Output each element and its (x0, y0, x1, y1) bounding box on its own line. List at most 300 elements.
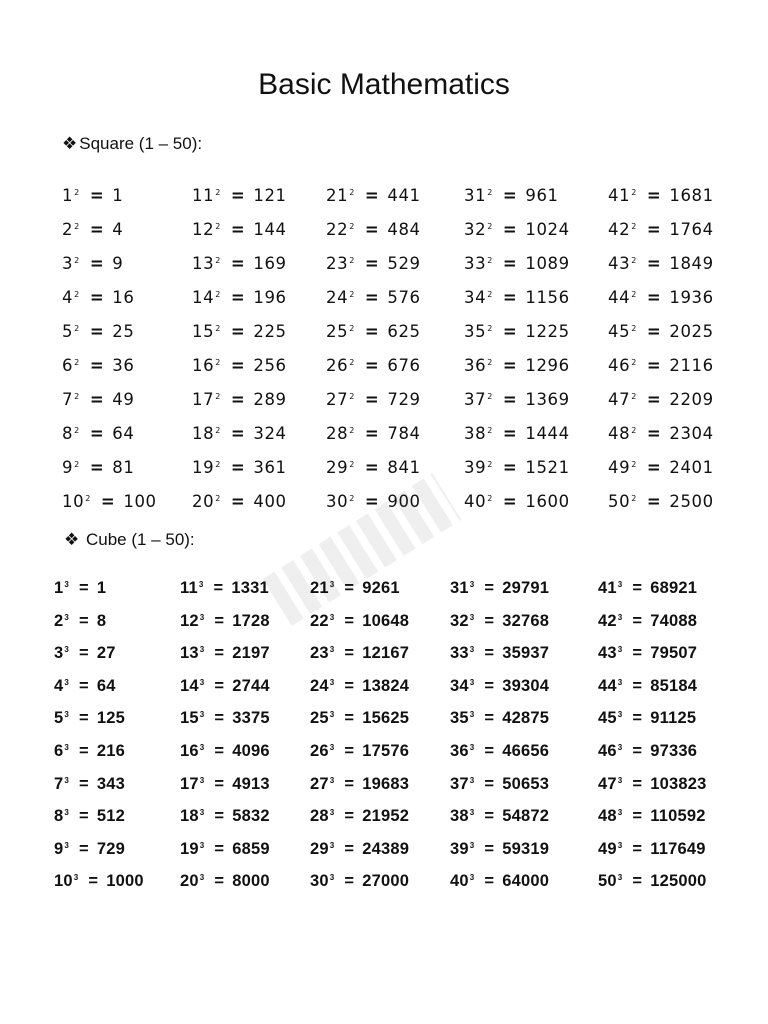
base-number: 49 (598, 839, 617, 858)
equals-sign: = (364, 186, 380, 205)
exponent: 2 (631, 494, 637, 503)
result-value: 121 (253, 186, 287, 205)
equals-sign: = (344, 839, 355, 858)
square_section-entry (464, 492, 570, 512)
base-number: 36 (450, 742, 469, 760)
result-value: 625 (387, 322, 421, 341)
result-value: 24389 (362, 839, 410, 858)
equals-sign: = (484, 579, 495, 597)
base-number: 8 (62, 424, 74, 443)
cube-section-heading (64, 530, 195, 550)
base-number: 37 (450, 774, 469, 793)
base-number: 24 (326, 288, 349, 307)
square_section-entry (326, 356, 421, 376)
exponent: 2 (74, 358, 80, 367)
square_section-entry (62, 390, 134, 410)
base-number: 32 (450, 611, 469, 630)
square_section-entry (62, 322, 134, 342)
base-number: 32 (464, 220, 487, 239)
base-number: 18 (180, 807, 199, 826)
equals-sign: = (646, 458, 662, 477)
result-value: 2116 (669, 356, 714, 375)
base-number: 25 (326, 322, 349, 341)
equals-sign: = (364, 390, 380, 409)
result-value: 36 (112, 356, 135, 375)
cube_section-entry (180, 676, 270, 696)
square_section-entry (608, 220, 714, 240)
equals-sign: = (230, 390, 246, 409)
cube_section-entry (310, 643, 409, 663)
exponent: 2 (487, 188, 493, 197)
result-value: 2197 (232, 644, 270, 663)
equals-sign: = (632, 742, 643, 760)
cube-heading-text: Cube (1 – 50): (85, 530, 195, 549)
result-value: 35937 (502, 644, 550, 663)
base-number: 41 (608, 186, 631, 205)
cube_section-entry (180, 871, 270, 891)
square_section-entry (608, 458, 714, 478)
square-heading-text: Square (1 – 50): (79, 134, 203, 153)
result-value: 1728 (232, 611, 270, 630)
cube_section-entry (180, 741, 270, 761)
exponent: 2 (74, 460, 80, 469)
exponent: 2 (215, 494, 221, 503)
equals-sign: = (646, 254, 662, 273)
base-number: 48 (608, 424, 631, 443)
equals-sign: = (214, 644, 225, 663)
cube_section-entry (310, 676, 409, 696)
equals-sign: = (646, 356, 662, 375)
equals-sign: = (214, 742, 225, 760)
equals-sign: = (89, 424, 105, 443)
base-number: 7 (54, 774, 64, 793)
base-number: 27 (326, 390, 349, 409)
equals-sign: = (230, 424, 246, 443)
square_section-entry (464, 288, 570, 308)
cube_section-entry (310, 774, 409, 794)
square_section-entry (326, 186, 421, 206)
equals-sign: = (484, 676, 495, 695)
cube_section-entry (450, 839, 549, 859)
equals-sign: = (79, 709, 89, 728)
base-number: 24 (310, 676, 329, 695)
cube_section-entry (450, 806, 549, 826)
result-value: 54872 (502, 807, 550, 826)
exponent: 2 (631, 222, 637, 231)
exponent: 2 (349, 460, 355, 469)
result-value: 1089 (525, 254, 570, 273)
exponent: 2 (631, 256, 637, 265)
base-number: 45 (598, 709, 617, 728)
base-number: 45 (608, 322, 631, 341)
result-value: 64 (96, 676, 116, 695)
result-value: 117649 (650, 839, 706, 858)
exponent: 3 (469, 645, 475, 655)
exponent: 3 (329, 677, 335, 687)
diamond-bullet-icon: ❖ (62, 134, 78, 153)
base-number: 35 (464, 322, 487, 341)
equals-sign: = (89, 254, 105, 273)
exponent: 3 (469, 580, 475, 589)
base-number: 9 (62, 458, 74, 477)
equals-sign: = (230, 186, 246, 205)
equals-sign: = (484, 742, 495, 760)
equals-sign: = (230, 220, 246, 239)
cube_section-entry (310, 806, 409, 826)
exponent: 3 (64, 612, 70, 622)
base-number: 34 (464, 288, 487, 307)
result-value: 1681 (669, 186, 714, 205)
equals-sign: = (502, 390, 518, 409)
exponent: 2 (487, 222, 493, 231)
square_section-entry (608, 390, 714, 410)
cube_section-entry (180, 611, 270, 631)
result-value: 4096 (232, 742, 270, 760)
equals-sign: = (79, 676, 89, 695)
exponent: 2 (215, 188, 221, 197)
cube_section-entry (54, 643, 116, 663)
equals-sign: = (632, 709, 643, 728)
equals-sign: = (364, 458, 380, 477)
result-value: 25 (112, 322, 135, 341)
equals-sign: = (484, 774, 495, 793)
exponent: 3 (329, 808, 335, 818)
equals-sign: = (502, 254, 518, 273)
square_section-entry (464, 254, 570, 274)
equals-sign: = (344, 742, 355, 760)
exponent: 3 (329, 775, 335, 785)
base-number: 13 (192, 254, 215, 273)
exponent: 2 (487, 426, 493, 435)
square_section-entry (608, 288, 714, 308)
exponent: 3 (469, 873, 475, 883)
base-number: 13 (180, 644, 199, 663)
base-number: 39 (450, 839, 469, 858)
base-number: 40 (450, 872, 469, 891)
equals-sign: = (79, 742, 89, 760)
equals-sign: = (646, 390, 662, 409)
result-value: 59319 (502, 839, 550, 858)
equals-sign: = (646, 424, 662, 443)
result-value: 2500 (669, 492, 714, 511)
base-number: 22 (326, 220, 349, 239)
square_section-entry (326, 390, 421, 410)
exponent: 3 (469, 710, 475, 720)
base-number: 20 (192, 492, 215, 511)
base-number: 37 (464, 390, 487, 409)
exponent: 3 (329, 840, 335, 850)
base-number: 22 (310, 611, 329, 630)
cube_section-entry (54, 708, 125, 728)
exponent: 3 (64, 775, 70, 785)
result-value: 103823 (650, 774, 707, 793)
result-value: 1000 (106, 872, 144, 891)
base-number: 12 (180, 611, 199, 630)
result-value: 512 (96, 807, 126, 826)
result-value: 1764 (669, 220, 714, 239)
base-number: 14 (180, 676, 199, 695)
result-value: 2401 (669, 458, 714, 477)
exponent: 3 (617, 645, 623, 655)
exponent: 2 (349, 494, 355, 503)
square_section-entry (192, 390, 287, 410)
exponent: 2 (74, 188, 80, 197)
equals-sign: = (79, 579, 89, 597)
square_section-entry (464, 458, 570, 478)
base-number: 11 (180, 579, 198, 597)
cube_section-entry (310, 708, 409, 728)
exponent: 2 (74, 290, 80, 299)
base-number: 8 (54, 807, 64, 826)
equals-sign: = (502, 424, 518, 443)
base-number: 38 (450, 807, 469, 826)
base-number: 3 (62, 254, 74, 273)
cube_section-entry (310, 839, 409, 859)
equals-sign: = (364, 322, 380, 341)
equals-sign: = (646, 322, 662, 341)
cube_section-entry (54, 741, 125, 761)
square_section-entry (326, 458, 421, 478)
equals-sign: = (230, 288, 246, 307)
base-number: 47 (608, 390, 631, 409)
cube_section-entry (450, 871, 549, 891)
result-value: 784 (387, 424, 421, 443)
exponent: 2 (631, 392, 637, 401)
square_section-entry (62, 356, 134, 376)
result-value: 361 (253, 458, 287, 477)
exponent: 3 (469, 743, 475, 752)
result-value: 3375 (232, 709, 270, 728)
base-number: 48 (598, 807, 617, 826)
cube_section-entry (180, 839, 270, 859)
equals-sign: = (632, 807, 643, 826)
equals-sign: = (632, 839, 643, 858)
base-number: 33 (450, 644, 469, 663)
exponent: 3 (329, 743, 335, 752)
exponent: 3 (617, 840, 623, 850)
equals-sign: = (344, 676, 355, 695)
cube_section-entry (180, 643, 270, 663)
base-number: 40 (464, 492, 487, 511)
base-number: 14 (192, 288, 215, 307)
cube_section-entry (598, 643, 697, 663)
equals-sign: = (484, 644, 495, 663)
result-value: 13824 (362, 676, 410, 695)
base-number: 50 (598, 872, 617, 891)
equals-sign: = (214, 872, 225, 891)
base-number: 4 (62, 288, 74, 307)
exponent: 3 (199, 840, 205, 850)
result-value: 169 (253, 254, 287, 273)
base-number: 30 (310, 872, 329, 891)
exponent: 2 (215, 460, 221, 469)
equals-sign: = (79, 839, 89, 858)
cube_section-entry (450, 643, 549, 663)
exponent: 2 (74, 324, 80, 333)
exponent: 2 (74, 222, 80, 231)
equals-sign: = (230, 492, 246, 511)
equals-sign: = (364, 254, 380, 273)
cube_section-entry (598, 839, 706, 859)
base-number: 15 (180, 709, 199, 728)
result-value: 1444 (525, 424, 570, 443)
result-value: 484 (387, 220, 421, 239)
result-value: 1296 (525, 356, 570, 375)
base-number: 2 (62, 220, 74, 239)
equals-sign: = (89, 220, 105, 239)
exponent: 3 (64, 677, 70, 687)
cube_section-entry (310, 611, 409, 631)
equals-sign: = (502, 288, 518, 307)
exponent: 2 (215, 324, 221, 333)
exponent: 2 (487, 460, 493, 469)
base-number: 31 (450, 579, 469, 597)
result-value: 1156 (525, 288, 570, 307)
equals-sign: = (230, 458, 246, 477)
base-number: 47 (598, 774, 617, 793)
result-value: 16 (112, 288, 135, 307)
exponent: 3 (64, 808, 70, 818)
cube_section-entry (450, 578, 549, 598)
base-number: 10 (62, 492, 85, 511)
equals-sign: = (484, 611, 495, 630)
equals-sign: = (89, 356, 105, 375)
base-number: 36 (464, 356, 487, 375)
result-value: 68921 (650, 579, 698, 597)
exponent: 3 (64, 743, 70, 752)
exponent: 2 (487, 358, 493, 367)
base-number: 21 (310, 579, 329, 597)
exponent: 3 (469, 840, 475, 850)
result-value: 1369 (525, 390, 570, 409)
square_section-entry (192, 322, 287, 342)
result-value: 32768 (502, 611, 550, 630)
exponent: 3 (617, 873, 623, 883)
equals-sign: = (484, 709, 495, 728)
base-number: 6 (62, 356, 74, 375)
result-value: 2025 (669, 322, 714, 341)
base-number: 16 (180, 742, 199, 760)
result-value: 21952 (362, 807, 410, 826)
square_section-entry (608, 492, 714, 512)
equals-sign: = (100, 492, 116, 511)
result-value: 729 (387, 390, 421, 409)
equals-sign: = (214, 839, 225, 858)
result-value: 343 (96, 774, 126, 793)
cube_section-entry (180, 806, 270, 826)
exponent: 3 (329, 612, 335, 622)
square_section-entry (608, 424, 714, 444)
result-value: 324 (253, 424, 287, 443)
result-value: 529 (387, 254, 421, 273)
base-number: 5 (62, 322, 74, 341)
result-value: 216 (96, 742, 126, 760)
result-value: 79507 (650, 644, 698, 663)
result-value: 64000 (502, 872, 550, 891)
equals-sign: = (344, 774, 355, 793)
equals-sign: = (364, 220, 380, 239)
result-value: 125000 (650, 872, 707, 891)
result-value: 2744 (232, 676, 270, 695)
cube_section-entry (310, 871, 409, 891)
exponent: 3 (617, 677, 623, 687)
equals-sign: = (79, 611, 89, 630)
cube_section-entry (450, 741, 549, 761)
base-number: 30 (326, 492, 349, 511)
equals-sign: = (632, 644, 643, 663)
square_section-entry (326, 322, 421, 342)
result-value: 91125 (650, 709, 697, 728)
square_section-entry (62, 492, 157, 512)
cube_section-entry (598, 676, 697, 696)
exponent: 3 (617, 710, 623, 720)
equals-sign: = (502, 356, 518, 375)
base-number: 26 (310, 742, 329, 760)
equals-sign: = (502, 458, 518, 477)
base-number: 43 (608, 254, 631, 273)
cube_section-entry (450, 676, 549, 696)
cube_section-entry (598, 741, 697, 761)
result-value: 39304 (502, 676, 550, 695)
exponent: 3 (199, 710, 205, 720)
square_section-entry (192, 492, 287, 512)
exponent: 3 (199, 677, 205, 687)
result-value: 289 (253, 390, 287, 409)
exponent: 3 (617, 775, 623, 785)
square_section-entry (608, 322, 714, 342)
exponent: 2 (85, 494, 91, 503)
cube_section-entry (180, 774, 270, 794)
base-number: 18 (192, 424, 215, 443)
exponent: 2 (215, 222, 221, 231)
result-value: 576 (387, 288, 421, 307)
equals-sign: = (214, 807, 225, 826)
base-number: 42 (608, 220, 631, 239)
exponent: 2 (631, 358, 637, 367)
square_section-entry (464, 186, 559, 206)
exponent: 3 (199, 808, 205, 818)
cube_section-entry (54, 871, 144, 891)
exponent: 3 (617, 743, 623, 752)
base-number: 50 (608, 492, 631, 511)
equals-sign: = (484, 807, 495, 826)
base-number: 5 (54, 709, 64, 728)
exponent: 3 (469, 775, 475, 785)
exponent: 3 (64, 645, 70, 655)
equals-sign: = (79, 644, 89, 663)
base-number: 6 (54, 742, 64, 760)
result-value: 1 (112, 186, 124, 205)
exponent: 2 (215, 358, 221, 367)
exponent: 2 (349, 188, 355, 197)
base-number: 10 (54, 872, 73, 891)
result-value: 42875 (502, 709, 550, 728)
equals-sign: = (344, 709, 355, 728)
equals-sign: = (502, 322, 518, 341)
exponent: 2 (349, 358, 355, 367)
exponent: 3 (329, 580, 335, 589)
exponent: 2 (349, 426, 355, 435)
result-value: 1600 (525, 492, 570, 511)
result-value: 10648 (362, 611, 410, 630)
exponent: 3 (329, 710, 335, 720)
square_section-entry (326, 288, 421, 308)
base-number: 3 (54, 644, 64, 663)
exponent: 2 (349, 290, 355, 299)
result-value: 1331 (231, 579, 269, 597)
exponent: 3 (64, 580, 70, 589)
base-number: 35 (450, 709, 469, 728)
